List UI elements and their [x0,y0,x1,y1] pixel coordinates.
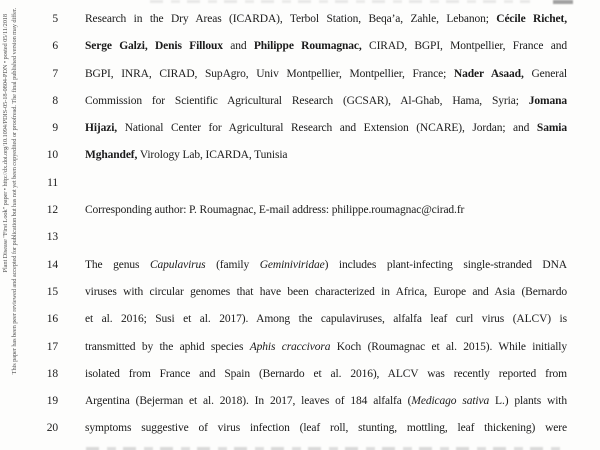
manuscript-line [0,224,600,251]
line-text [85,388,567,415]
text-segment: CIRAD, BGPI, Montpellier, France and [361,40,567,53]
line-text [85,170,567,197]
line-text [85,224,567,251]
text-segment: Samia [536,122,567,135]
text-segment: Philippe Roumagnac, [253,40,362,53]
text-segment: and [222,40,254,53]
line-number: 19 [46,395,58,408]
line-text [85,279,567,306]
line-text [85,361,567,388]
manuscript-line [0,252,600,279]
text-segment: Virology Lab, ICARDA, Tunisia [137,149,288,162]
text-segment: Jomana [528,94,567,107]
line-number: 6 [52,40,58,53]
watermark-doi-line: Plant Disease "First Look" paper • http://dx.doi.org/10.1094/PDIS-05-18-0804-PDN • posted 05/11/2018 [2,14,9,273]
manuscript-line [0,142,600,169]
line-text [85,6,567,33]
text-segment: symptoms suggestive of virus infection (leaf roll, stunting, mottling, leaf thickening) were [85,422,567,435]
line-text [85,197,567,224]
text-segment: isolated from France and Spain (Bernardo et al. 2016), ALCV was recently reported from [85,367,567,380]
manuscript-line [0,361,600,388]
line-number: 10 [46,149,58,162]
line-number: 13 [46,231,58,244]
text-segment: ) includes plant-infecting single-stranded DNA [324,258,567,271]
manuscript-line [0,388,600,415]
text-segment: L.) plants with [489,395,567,408]
watermark-disclaimer-line: This paper has been peer reviewed and accepted for publication but has not yet been copyedited or proofread. The final published version may differ. [11,8,18,375]
line-text [85,33,567,60]
manuscript-line [0,6,600,33]
line-text [85,115,567,142]
text-segment: BGPI, INRA, CIRAD, SupAgro, Univ Montpellier, Montpellier, France; [85,67,454,80]
line-number: 14 [46,258,58,271]
line-number: 20 [46,422,58,435]
line-text [85,61,567,88]
manuscript-line [0,279,600,306]
text-segment: Nader Asaad, [453,67,524,80]
manuscript-line [0,88,600,115]
text-segment: Koch (Roumagnac et al. 2015). While initially [330,340,568,353]
line-number: 9 [52,122,58,135]
text-segment: Medicago sativa [411,395,490,408]
manuscript-line [0,33,600,60]
text-segment: Capulavirus [149,258,206,271]
manuscript-line [0,61,600,88]
manuscript-line [0,306,600,333]
manuscript-line [0,197,600,224]
line-number: 5 [52,13,58,25]
text-segment: Research in the Dry Areas (ICARDA), Terbol Station, Beqa’a, Zahle, Lebanon; [85,13,497,25]
line-number: 8 [52,94,58,107]
text-segment: Commission for Scientific Agricultural Research (GCSAR), Al-Ghab, Hama, Syria; [85,94,529,107]
text-segment: Cécile Richet, [496,13,567,25]
text-segment: The genus [85,258,150,271]
line-text [85,415,567,442]
line-text [85,306,567,333]
line-number: 7 [52,67,58,80]
text-segment: viruses with circular genomes that have been characterized in Africa, Europe and Asia (Bernardo [85,285,567,298]
line-number: 11 [47,176,58,189]
text-segment: National Center for Agricultural Research and Extension (NCARE), Jordan; and [117,122,537,135]
line-text [85,252,567,279]
manuscript-line [0,415,600,442]
line-number: 18 [46,367,58,380]
line-number: 12 [46,204,58,217]
line-number: 15 [46,285,58,298]
text-segment: transmitted by the aphid species [85,340,250,353]
text-segment: Aphis craccivora [249,340,331,353]
manuscript-line [0,115,600,142]
manuscript-line [0,334,600,361]
text-segment: Hijazi, [85,122,118,135]
line-number: 16 [46,313,58,326]
line-text [85,142,567,169]
line-number: 17 [46,340,58,353]
text-segment: General [523,67,567,80]
line-text [85,334,567,361]
manuscript-line [0,170,600,197]
text-segment: Argentina (Bejerman et al. 2018). In 2017, leaves of 184 alfalfa ( [85,395,412,408]
line-text [85,88,567,115]
text-segment: Mghandef, [85,149,138,162]
text-segment: (family [205,258,260,271]
text-segment: Corresponding author: P. Roumagnac, E-mail address: philippe.roumagnac@cirad.fr [85,204,465,217]
text-segment: et al. 2016; Susi et al. 2017). Among the capulaviruses, alfalfa leaf curl virus (ALCV) is [85,313,567,326]
text-segment: Serge Galzi, Denis Filloux [85,40,223,53]
text-segment: Geminiviridae [259,258,325,271]
